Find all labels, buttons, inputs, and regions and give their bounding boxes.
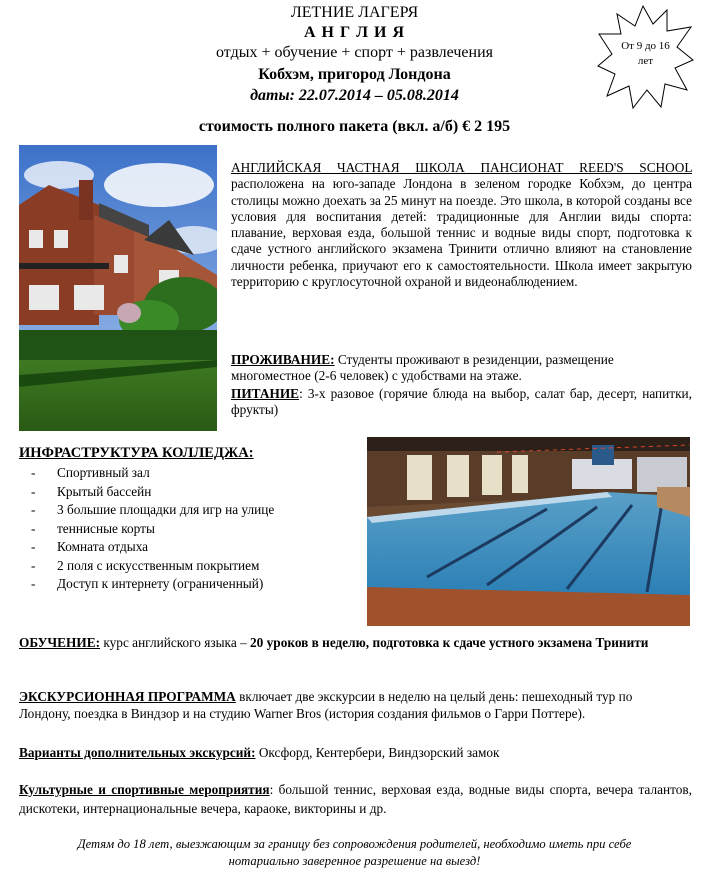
infrastructure-list	[19, 464, 359, 594]
list-item: - Крытый бассейн	[31, 483, 152, 499]
extra-excursions-text: Оксфорд, Кентербери, Виндзорский замок	[255, 745, 500, 760]
school-title: АНГЛИЙСКАЯ ЧАСТНАЯ ШКОЛА ПАНСИОНАТ REED'S SCHOOL	[231, 160, 692, 175]
footer-line-1: Детям до 18 лет, выезжающим за границу без сопровождения родителей, необходимо иметь при себе	[77, 837, 632, 851]
school-text: расположена на юго-западе Лондона в зеленом городке Кобхэм, до центра столицы можно доехать за 25 минут на поезде. Это школа, в которой созданы все условия для воспитания детей: традиционные для Англии виды спорта: плавание, верховая езда, большой теннис и водные виды спорт, подготовка к сдаче устного английского экзамена Тринити отлично влияют на становление личности ребенка, приучают его к самостоятельности. Школа имеет закрытую территорию с круглосуточной охраной и видеонаблюдением.	[231, 176, 692, 290]
extra-excursions-section	[19, 744, 692, 761]
header-subtitle: отдых + обучение + спорт + развлечения	[216, 44, 493, 61]
meals-text: : 3-х разовое (горячие блюда на выбор, салат бар, десерт, напитки, фрукты)	[231, 386, 692, 418]
accommodation-text: Студенты проживают в резиденции, размещение многоместное (2-6 человек) с удобствами на этаже.	[231, 352, 614, 384]
education-section	[19, 634, 692, 651]
activities-label: Культурные и спортивные мероприятия	[19, 782, 270, 797]
accommodation-section	[231, 352, 692, 385]
meals-section	[231, 386, 692, 419]
header-location: Кобхэм, пригород Лондона	[258, 66, 451, 83]
accommodation-label: ПРОЖИВАНИЕ:	[231, 352, 335, 367]
extra-excursions-label: Варианты дополнительных экскурсий:	[19, 745, 256, 760]
list-item: - 3 большие площадки для игр на улице	[31, 502, 275, 517]
list-item: - теннисные корты	[31, 520, 155, 536]
school-description	[231, 160, 692, 290]
excursions-label: ЭКСКУРСИОННАЯ ПРОГРАММА	[19, 689, 236, 704]
excursions-text: включает две экскурсии в неделю на целый день: пешеходный тур по Лондону, поездка в Виндзор и на студию Warner Bros (история создания фильмов о Гарри Поттере).	[19, 689, 633, 721]
header-line-1: ЛЕТНИЕ ЛАГЕРЯ	[290, 4, 419, 21]
excursions-section	[19, 688, 659, 722]
header-country: А Н Г Л И Я	[303, 24, 406, 41]
pool-photo	[367, 437, 690, 626]
activities-section	[19, 780, 692, 818]
meals-label: ПИТАНИЕ	[231, 386, 300, 401]
list-item: - Спортивный зал	[31, 465, 150, 480]
school-photo	[19, 145, 217, 431]
age-badge-line-1: От 9 до 16	[621, 40, 670, 52]
list-item: - 2 поля с искусственным покрытием	[31, 557, 260, 573]
infrastructure-title: ИНФРАСТРУКТУРА КОЛЛЕДЖА:	[19, 445, 254, 461]
education-text: курс английского языка –	[100, 635, 251, 650]
list-item: - Комната отдыха	[31, 539, 149, 554]
age-badge	[595, 4, 696, 110]
header-price: стоимость полного пакета (вкл. а/б) € 2 195	[198, 118, 511, 135]
list-item: - Доступ к интернету (ограниченный)	[31, 576, 264, 591]
education-bold: 20 уроков в неделю, подготовка к сдаче устного экзамена Тринити	[250, 635, 649, 650]
age-badge-line-2: лет	[637, 55, 654, 67]
activities-text: : большой теннис, верховая езда, водные виды спорта, вечера талантов, дискотеки, интернациональные вечера, караоке, викторины и др.	[19, 782, 692, 816]
education-label: ОБУЧЕНИЕ:	[19, 635, 101, 650]
header-dates: даты: 22.07.2014 – 05.08.2014	[250, 87, 459, 104]
footer-line-2: нотариально заверенное разрешение на выезд!	[228, 854, 481, 868]
